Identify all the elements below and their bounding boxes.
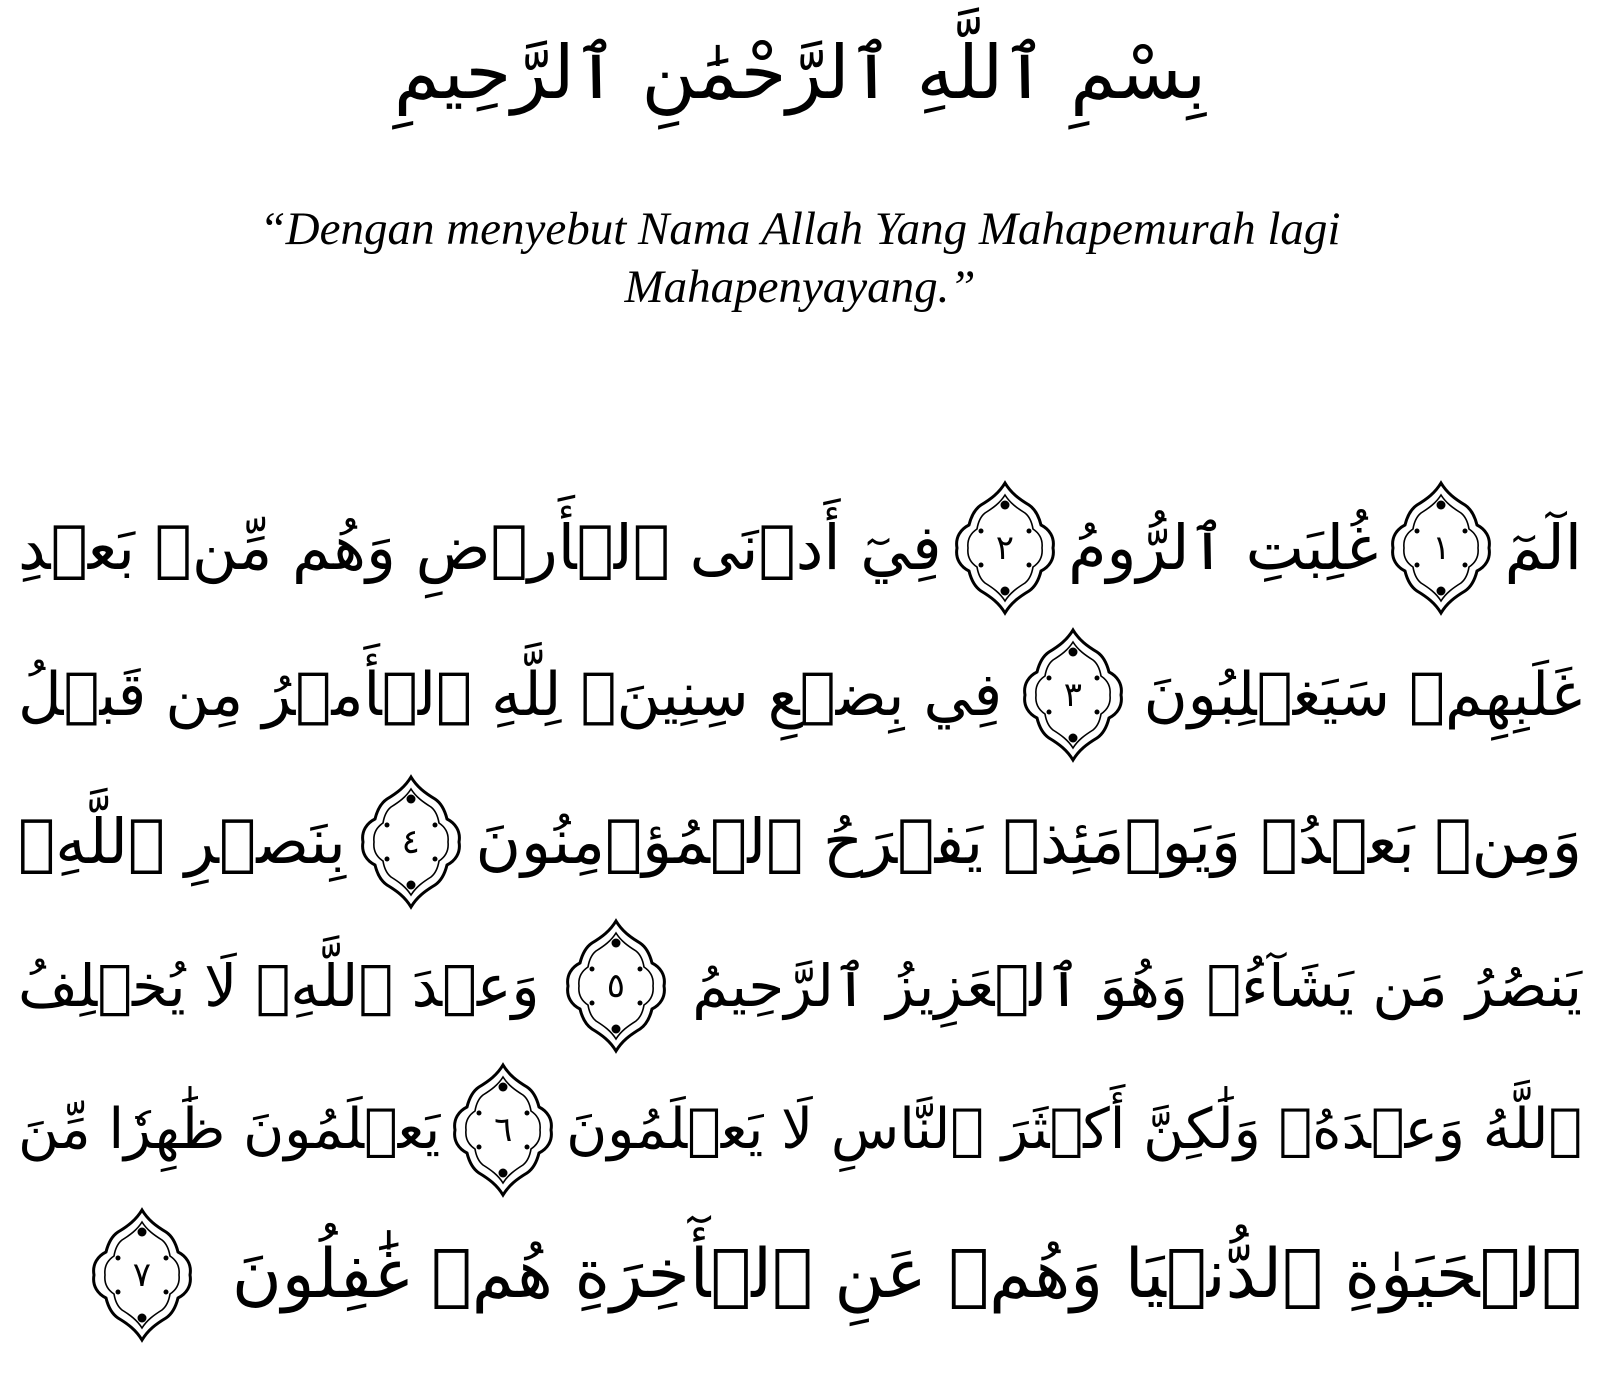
verse-line-6 <box>18 1205 1582 1345</box>
ayah-number: ٦ <box>494 1110 513 1150</box>
ayah-number: ٧ <box>132 1255 151 1295</box>
verse-line-4 <box>18 916 1582 1056</box>
verse-text: يَعۡلَمُونَ ظَٰهِرٗا مِّنَ <box>18 1097 441 1162</box>
translation-line-2: Mahapenyayang.” <box>624 261 976 313</box>
ayah-number: ٤ <box>401 822 420 862</box>
ayah-number: ٣ <box>1063 675 1083 715</box>
ayah-marker-icon <box>447 1061 559 1199</box>
verse-text: وَمِنۢ بَعۡدُۚ وَيَوۡمَئِذٖ يَفۡرَحُ ٱلۡمُؤۡمِنُونَ <box>475 805 1582 878</box>
ayah-number: ٥ <box>606 966 625 1006</box>
verse-text: فِي بِضۡعِ سِنِينَۗ لِلَّهِ ٱلۡأَمۡرُ مِن قَبۡلُ <box>18 660 1003 730</box>
ayah-marker-icon <box>949 479 1061 617</box>
verse-text: ٱللَّهُ وَعۡدَهُۥ وَلَٰكِنَّ أَكۡثَرَ ٱلنَّاسِ لَا يَعۡلَمُونَ <box>566 1097 1582 1162</box>
verse-line-5 <box>18 1060 1582 1200</box>
translation-line-1: “Dengan menyebut Nama Allah Yang Mahapemurah lagi <box>259 203 1341 255</box>
verse-text: غَلَبِهِمۡ سَيَغۡلِبُونَ <box>1143 660 1582 730</box>
translation <box>160 200 1440 316</box>
ayah-marker-icon <box>560 917 672 1055</box>
ayah-number: ٢ <box>995 528 1014 568</box>
ayah-number: ١ <box>1432 528 1451 568</box>
verse-text: غُلِبَتِ ٱلرُّومُ <box>1068 511 1379 584</box>
ayah-marker-icon <box>1385 479 1497 617</box>
verse-text: ٱلۡحَيَوٰةِ ٱلدُّنۡيَا وَهُمۡ عَنِ ٱلۡأٓخِرَةِ هُمۡ غَٰفِلُونَ <box>231 1235 1582 1314</box>
verse-text: يَنصُرُ مَن يَشَآءُۖ وَهُوَ ٱلۡعَزِيزُ ٱلرَّحِيمُ <box>692 952 1582 1020</box>
verse-text: بِنَصۡرِ ٱللَّهِۚ <box>18 805 346 878</box>
ayah-marker-icon <box>86 1206 198 1344</box>
ayah-marker-icon <box>1017 626 1129 764</box>
verse-text: الٓمٓ <box>1504 511 1582 584</box>
basmalah: بِسْمِ ٱللَّهِ ٱلرَّحْمَٰنِ ٱلرَّحِيمِ <box>393 30 1207 116</box>
ayah-marker-icon <box>355 773 467 911</box>
verse-line-2 <box>18 625 1582 765</box>
verse-text: وَعۡدَ ٱللَّهِۖ لَا يُخۡلِفُ <box>18 952 540 1020</box>
verse-line-3 <box>18 772 1582 912</box>
verse-line-1 <box>18 478 1582 618</box>
verse-text: فِيٓ أَدۡنَى ٱلۡأَرۡضِ وَهُم مِّنۢ بَعۡدِ <box>18 511 942 584</box>
